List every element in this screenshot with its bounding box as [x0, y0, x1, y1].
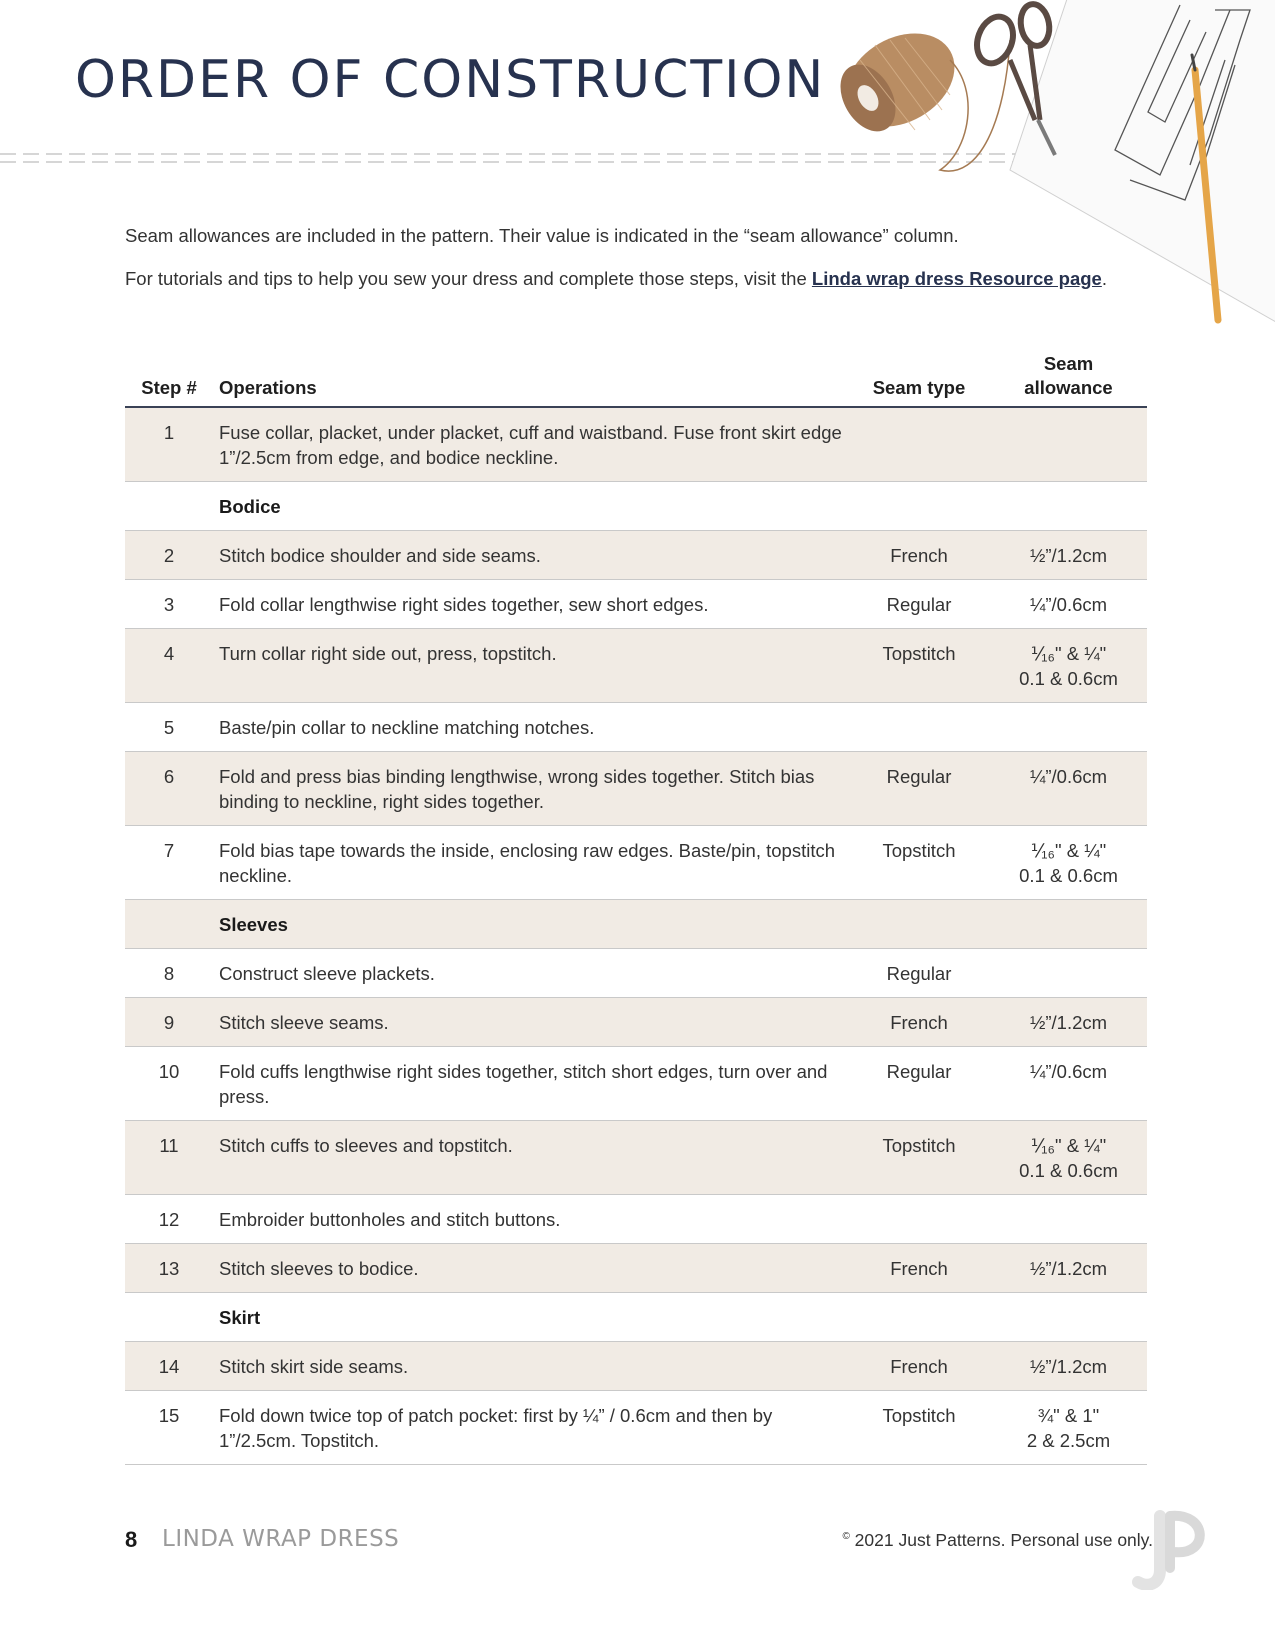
seam-type: French: [848, 1244, 990, 1293]
seam-type: Regular: [848, 949, 990, 998]
seam-allowance-metric: 0.1 & 0.6cm: [1019, 1160, 1118, 1181]
operation-text: Fold collar lengthwise right sides together, sew short edges.: [213, 580, 848, 629]
section-title: Sleeves: [213, 900, 1147, 949]
section-title: Bodice: [213, 482, 1147, 531]
section-title: Skirt: [213, 1293, 1147, 1342]
table-row: [125, 752, 1147, 826]
header-step: Step #: [125, 352, 213, 407]
construction-table-body: [125, 407, 1147, 1465]
table-header-row: [125, 352, 1147, 407]
step-number: 4: [125, 629, 213, 703]
seam-allowance: [990, 580, 1147, 629]
seam-allowance-imperial: ½”/1.2cm: [1029, 1356, 1108, 1377]
seam-allowance: [990, 703, 1147, 752]
step-number: 2: [125, 531, 213, 580]
header-seam-allowance: [990, 352, 1147, 407]
seam-allowance-imperial: ⅟₁₆" & ¼": [1030, 840, 1107, 861]
seam-allowance: [990, 629, 1147, 703]
page-number: 8: [125, 1527, 138, 1552]
seam-allowance-metric: 2 & 2.5cm: [1026, 1430, 1111, 1451]
operation-text: Stitch cuffs to sleeves and topstitch.: [213, 1121, 848, 1195]
operation-text: Fuse collar, placket, under placket, cuff and waistband. Fuse front skirt edge 1”/2.5cm from edge, and bodice neckline.: [213, 407, 848, 482]
section-row: [125, 1293, 1147, 1342]
intro-seam-note: Seam allowances are included in the pattern. Their value is indicated in the “seam allowance” column.: [125, 225, 959, 246]
operation-text: Stitch skirt side seams.: [213, 1342, 848, 1391]
seam-type: Topstitch: [848, 826, 990, 900]
section-row: [125, 900, 1147, 949]
table-row: [125, 826, 1147, 900]
seam-type: [848, 1195, 990, 1244]
seam-allowance-imperial: ⅟₁₆" & ¼": [1030, 1135, 1107, 1156]
header-seam-type: Seam type: [848, 352, 990, 407]
table-row: [125, 531, 1147, 580]
page-title: ORDER OF CONSTRUCTION: [75, 50, 826, 110]
jp-logo-icon: [1130, 1508, 1215, 1590]
step-number: 8: [125, 949, 213, 998]
section-step-cell: [125, 900, 213, 949]
seam-allowance: [990, 1195, 1147, 1244]
seam-allowance-imperial: ½”/1.2cm: [1029, 545, 1108, 566]
step-number: 15: [125, 1391, 213, 1465]
table-row: [125, 1342, 1147, 1391]
seam-allowance: [990, 1342, 1147, 1391]
operation-text: Fold cuffs lengthwise right sides together, stitch short edges, turn over and press.: [213, 1047, 848, 1121]
seam-allowance: [990, 998, 1147, 1047]
operation-text: Stitch bodice shoulder and side seams.: [213, 531, 848, 580]
seam-allowance-imperial: ⅟₁₆" & ¼": [1030, 643, 1107, 664]
step-number: 14: [125, 1342, 213, 1391]
seam-allowance-imperial: ¼”/0.6cm: [1029, 594, 1108, 615]
seam-allowance-imperial: ½”/1.2cm: [1029, 1258, 1108, 1279]
seam-allowance: [990, 949, 1147, 998]
seam-allowance-imperial: ¾" & 1": [1037, 1405, 1100, 1426]
thread-spool-icon: [830, 15, 1010, 171]
construction-table: [125, 352, 1147, 1465]
seam-allowance-imperial: ½”/1.2cm: [1029, 1012, 1108, 1033]
seam-type: Regular: [848, 752, 990, 826]
operation-text: Stitch sleeves to bodice.: [213, 1244, 848, 1293]
seam-type: French: [848, 531, 990, 580]
document-title: LINDA WRAP DRESS: [162, 1526, 400, 1552]
seam-type: Topstitch: [848, 1391, 990, 1465]
operation-text: Turn collar right side out, press, topstitch.: [213, 629, 848, 703]
seam-type: Topstitch: [848, 1121, 990, 1195]
intro-resource-note: [125, 261, 1125, 296]
operation-text: Fold and press bias binding lengthwise, wrong sides together. Stitch bias binding to neckline, right sides together.: [213, 752, 848, 826]
seam-allowance: [990, 1121, 1147, 1195]
seam-allowance: [990, 1047, 1147, 1121]
seam-allowance: [990, 752, 1147, 826]
seam-allowance: [990, 1391, 1147, 1465]
table-row: [125, 1391, 1147, 1465]
header-seam-allowance-line1: Seam: [1043, 353, 1094, 374]
table-row: [125, 1121, 1147, 1195]
table-row: [125, 629, 1147, 703]
seam-allowance: [990, 1244, 1147, 1293]
header-operations: Operations: [213, 352, 848, 407]
table-row: [125, 1195, 1147, 1244]
seam-allowance-metric: 0.1 & 0.6cm: [1019, 668, 1118, 689]
step-number: 7: [125, 826, 213, 900]
table-row: [125, 1047, 1147, 1121]
resource-page-link[interactable]: Linda wrap dress Resource page: [811, 268, 1102, 289]
operation-text: Stitch sleeve seams.: [213, 998, 848, 1047]
seam-type: [848, 407, 990, 482]
operation-text: Construct sleeve plackets.: [213, 949, 848, 998]
seam-allowance: [990, 531, 1147, 580]
section-step-cell: [125, 1293, 213, 1342]
seam-allowance-metric: 0.1 & 0.6cm: [1019, 865, 1118, 886]
step-number: 12: [125, 1195, 213, 1244]
step-number: 10: [125, 1047, 213, 1121]
copyright-notice: [842, 1530, 1153, 1551]
seam-allowance-imperial: ¼”/0.6cm: [1029, 766, 1108, 787]
operation-text: Baste/pin collar to neckline matching notches.: [213, 703, 848, 752]
table-row: [125, 703, 1147, 752]
operation-text: Fold down twice top of patch pocket: first by ¼” / 0.6cm and then by 1”/2.5cm. Topstitch.: [213, 1391, 848, 1465]
seam-type: [848, 703, 990, 752]
copyright-symbol: ©: [842, 1531, 850, 1543]
copyright-text: 2021 Just Patterns. Personal use only.: [849, 1530, 1153, 1550]
step-number: 11: [125, 1121, 213, 1195]
header-seam-allowance-line2: allowance: [1024, 377, 1113, 398]
step-number: 9: [125, 998, 213, 1047]
operation-text: Embroider buttonholes and stitch buttons.: [213, 1195, 848, 1244]
section-step-cell: [125, 482, 213, 531]
step-number: 1: [125, 407, 213, 482]
seam-type: Topstitch: [848, 629, 990, 703]
step-number: 5: [125, 703, 213, 752]
step-number: 6: [125, 752, 213, 826]
seam-type: Regular: [848, 1047, 990, 1121]
step-number: 13: [125, 1244, 213, 1293]
section-row: [125, 482, 1147, 531]
table-row: [125, 1244, 1147, 1293]
table-row: [125, 998, 1147, 1047]
seam-type: French: [848, 998, 990, 1047]
intro-resource-prefix: For tutorials and tips to help you sew your dress and complete those steps, visit the: [125, 268, 812, 289]
seam-type: Regular: [848, 580, 990, 629]
seam-allowance: [990, 407, 1147, 482]
seam-allowance-imperial: ¼”/0.6cm: [1029, 1061, 1108, 1082]
intro-resource-suffix: .: [1101, 268, 1107, 289]
seam-type: French: [848, 1342, 990, 1391]
table-row: [125, 949, 1147, 998]
step-number: 3: [125, 580, 213, 629]
operation-text: Fold bias tape towards the inside, enclosing raw edges. Baste/pin, topstitch neckline.: [213, 826, 848, 900]
table-row: [125, 580, 1147, 629]
intro-text: [125, 218, 1125, 304]
table-row: [125, 407, 1147, 482]
seam-allowance: [990, 826, 1147, 900]
